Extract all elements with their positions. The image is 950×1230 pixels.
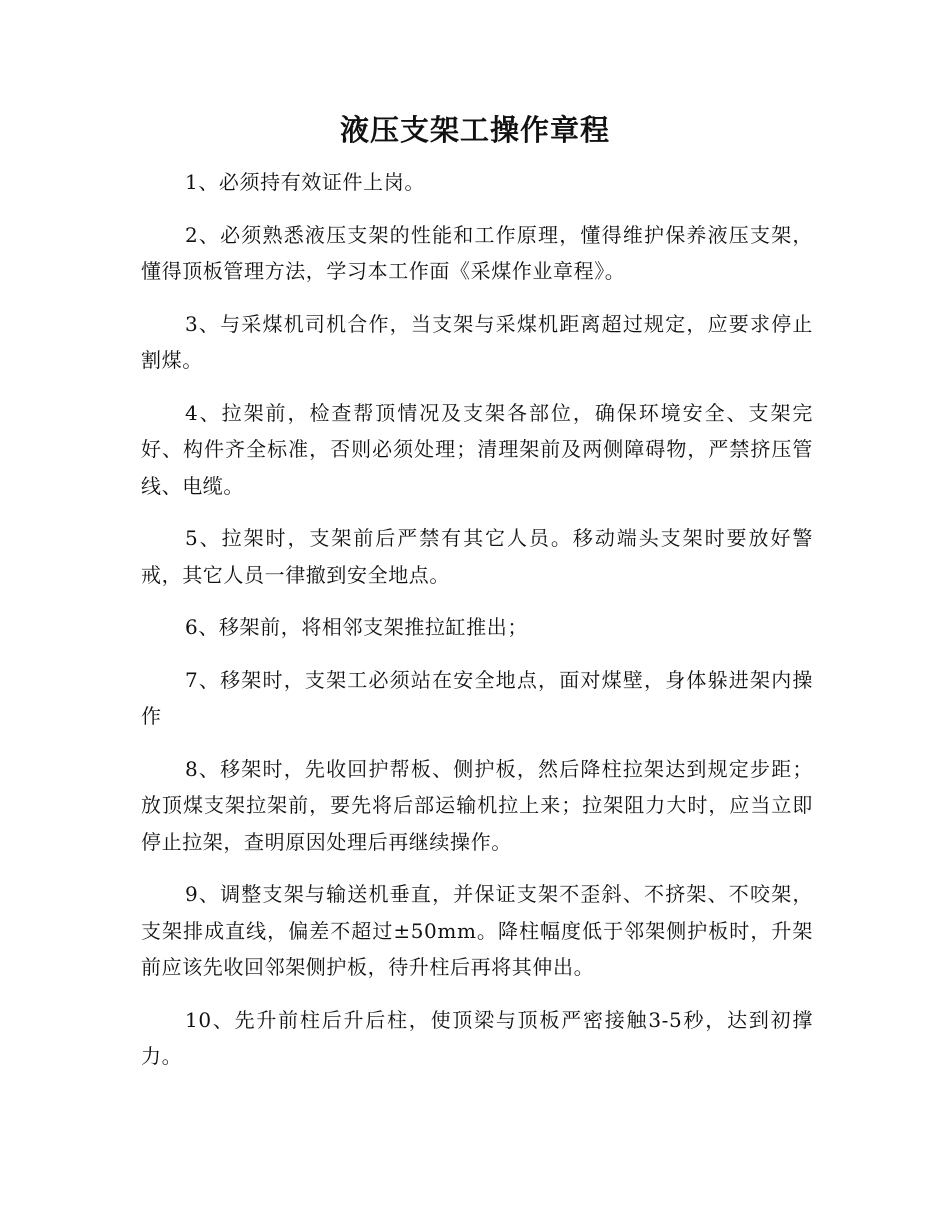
paragraph-7: 7、移架时，支架工必须站在安全地点，面对煤壁，身体躲进架内操作 (141, 667, 813, 728)
paragraph-6: 6、移架前，将相邻支架推拉缸推出； (185, 615, 528, 639)
document-body (141, 164, 813, 1091)
paragraph-4: 4、拉架前，检查帮顶情况及支架各部位，确保环境安全、支架完好、构件齐全标准，否则必须处理；清理架前及两侧障碍物，严禁挤压管线、电缆。 (141, 400, 813, 498)
paragraph-3: 3、与采煤机司机合作，当支架与采煤机距离超过规定，应要求停止割煤。 (141, 311, 813, 372)
document-title: 液压支架工操作章程 (339, 113, 610, 147)
paragraph-8: 8、移架时，先收回护帮板、侧护板，然后降柱拉架达到规定步距；放顶煤支架拉架前，要先将后部运输机拉上来；拉架阻力大时，应当立即停止拉架，查明原因处理后再继续操作。 (141, 756, 813, 854)
paragraph-1: 1、必须持有效证件上岗。 (185, 170, 425, 194)
paragraph-5: 5、拉架时，支架前后严禁有其它人员。移动端头支架时要放好警戒，其它人员一律撤到安全地点。 (141, 526, 813, 587)
paragraph-9: 9、调整支架与输送机垂直，并保证支架不歪斜、不挤架、不咬架，支架排成直线，偏差不超过±50mm。降柱幅度低于邻架侧护板时，升架前应该先收回邻架侧护板，待升柱后再将其伸出。 (141, 882, 813, 979)
paragraph-2: 2、必须熟悉液压支架的性能和工作原理，懂得维护保养液压支架，懂得顶板管理方法，学习本工作面《采煤作业章程》。 (141, 222, 813, 283)
paragraph-10: 10、先升前柱后升后柱，使顶梁与顶板严密接触3-5秒，达到初撑力。 (141, 1007, 813, 1068)
